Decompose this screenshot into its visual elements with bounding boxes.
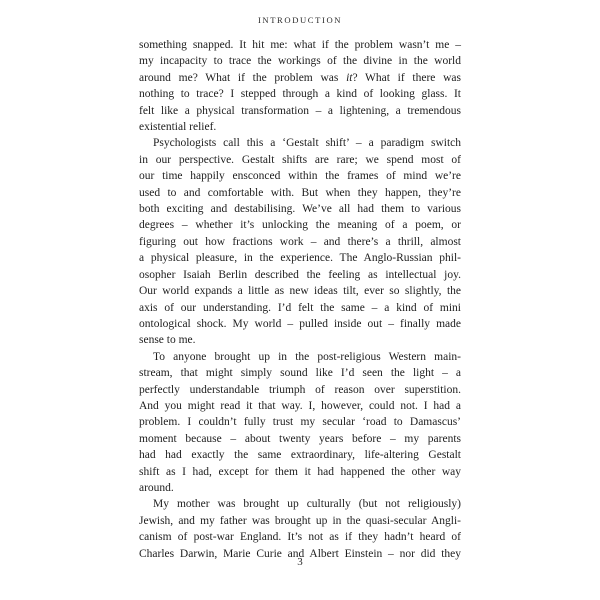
- text-line: had had exactly the same extraordinary, life-altering Gestalt: [139, 449, 461, 462]
- text-line: My mother was brought up culturally (but not religiously): [153, 498, 461, 511]
- text-line: problem. I couldn’t fully trust my secular ‘road to Damascus’: [139, 416, 461, 429]
- text-line: my incapacity to trace the workings of the divine in the world: [139, 55, 461, 68]
- text-line: nothing to trace? I stepped through a kind of looking glass. It: [139, 88, 461, 101]
- text-line: canism of post-war England. It’s not as if they hadn’t heard of: [139, 531, 461, 544]
- text-line: axis of our understanding. I’d felt the same – a kind of mini: [139, 301, 461, 314]
- text-line: used to and comfortable with. But when they happen, they’re: [139, 186, 461, 199]
- text-line: To anyone brought up in the post-religious Western main-: [153, 350, 461, 363]
- paragraph-3: [139, 349, 461, 497]
- paragraph-1: [139, 37, 461, 135]
- running-head: INTRODUCTION: [257, 15, 343, 25]
- text-line: figuring out how fractions work – and there’s a thrill, almost: [139, 235, 461, 248]
- text-line: in our perspective. Gestalt shifts are rare; we spend most of: [139, 153, 461, 166]
- text-line: a physical pleasure, in the experience. The Anglo-Russian phil-: [139, 252, 461, 265]
- text-line: around me? What if the problem was it? What if there was: [139, 71, 461, 84]
- text-line: ontological shock. My world – pulled inside out – finally made: [139, 317, 461, 330]
- italic-word: it: [346, 71, 353, 84]
- text-line: degrees – whether it’s unlocking the meaning of a poem, or: [139, 219, 461, 232]
- text-line: perfectly understandable triumph of reason over superstition.: [139, 383, 461, 396]
- text-line: Jewish, and my father was brought up in the quasi-secular Angli-: [139, 514, 461, 527]
- text-line: stream, that might simply sound like I’d seen the light – a: [139, 367, 461, 380]
- page-number: 3: [297, 556, 303, 568]
- paragraph-2: [139, 135, 461, 348]
- text-line: existential relief.: [139, 121, 217, 134]
- paragraph-4: [139, 496, 461, 562]
- text-line: felt like a physical transformation – a lightening, a tremendous: [139, 104, 461, 117]
- text-line: shift as I had, except for them it had happened the other way: [139, 465, 461, 478]
- text-line: something snapped. It hit me: what if the problem wasn’t me –: [139, 39, 461, 51]
- text-line: moment because – about twenty years before – my parents: [139, 432, 461, 445]
- text-line: Our world expands a little as new ideas tilt, ever so slightly, the: [139, 285, 461, 298]
- text-line: And you might read it that way. I, however, could not. I had a: [139, 399, 461, 412]
- body-text: [139, 37, 461, 562]
- text-line: osopher Isaiah Berlin described the feeling as intellectual joy.: [139, 268, 461, 281]
- text-line: Charles Darwin, Marie Curie and Albert Einstein – nor did they: [139, 547, 461, 560]
- text-line: our time happily ensconced within the frames of mind we’re: [139, 170, 461, 183]
- text-line: around.: [139, 481, 174, 494]
- text-line: Psychologists call this a ‘Gestalt shift’ – a paradigm switch: [153, 137, 461, 150]
- text-line: sense to me.: [139, 334, 196, 347]
- text-line: both exciting and destabilising. We’ve all had them to various: [139, 203, 461, 216]
